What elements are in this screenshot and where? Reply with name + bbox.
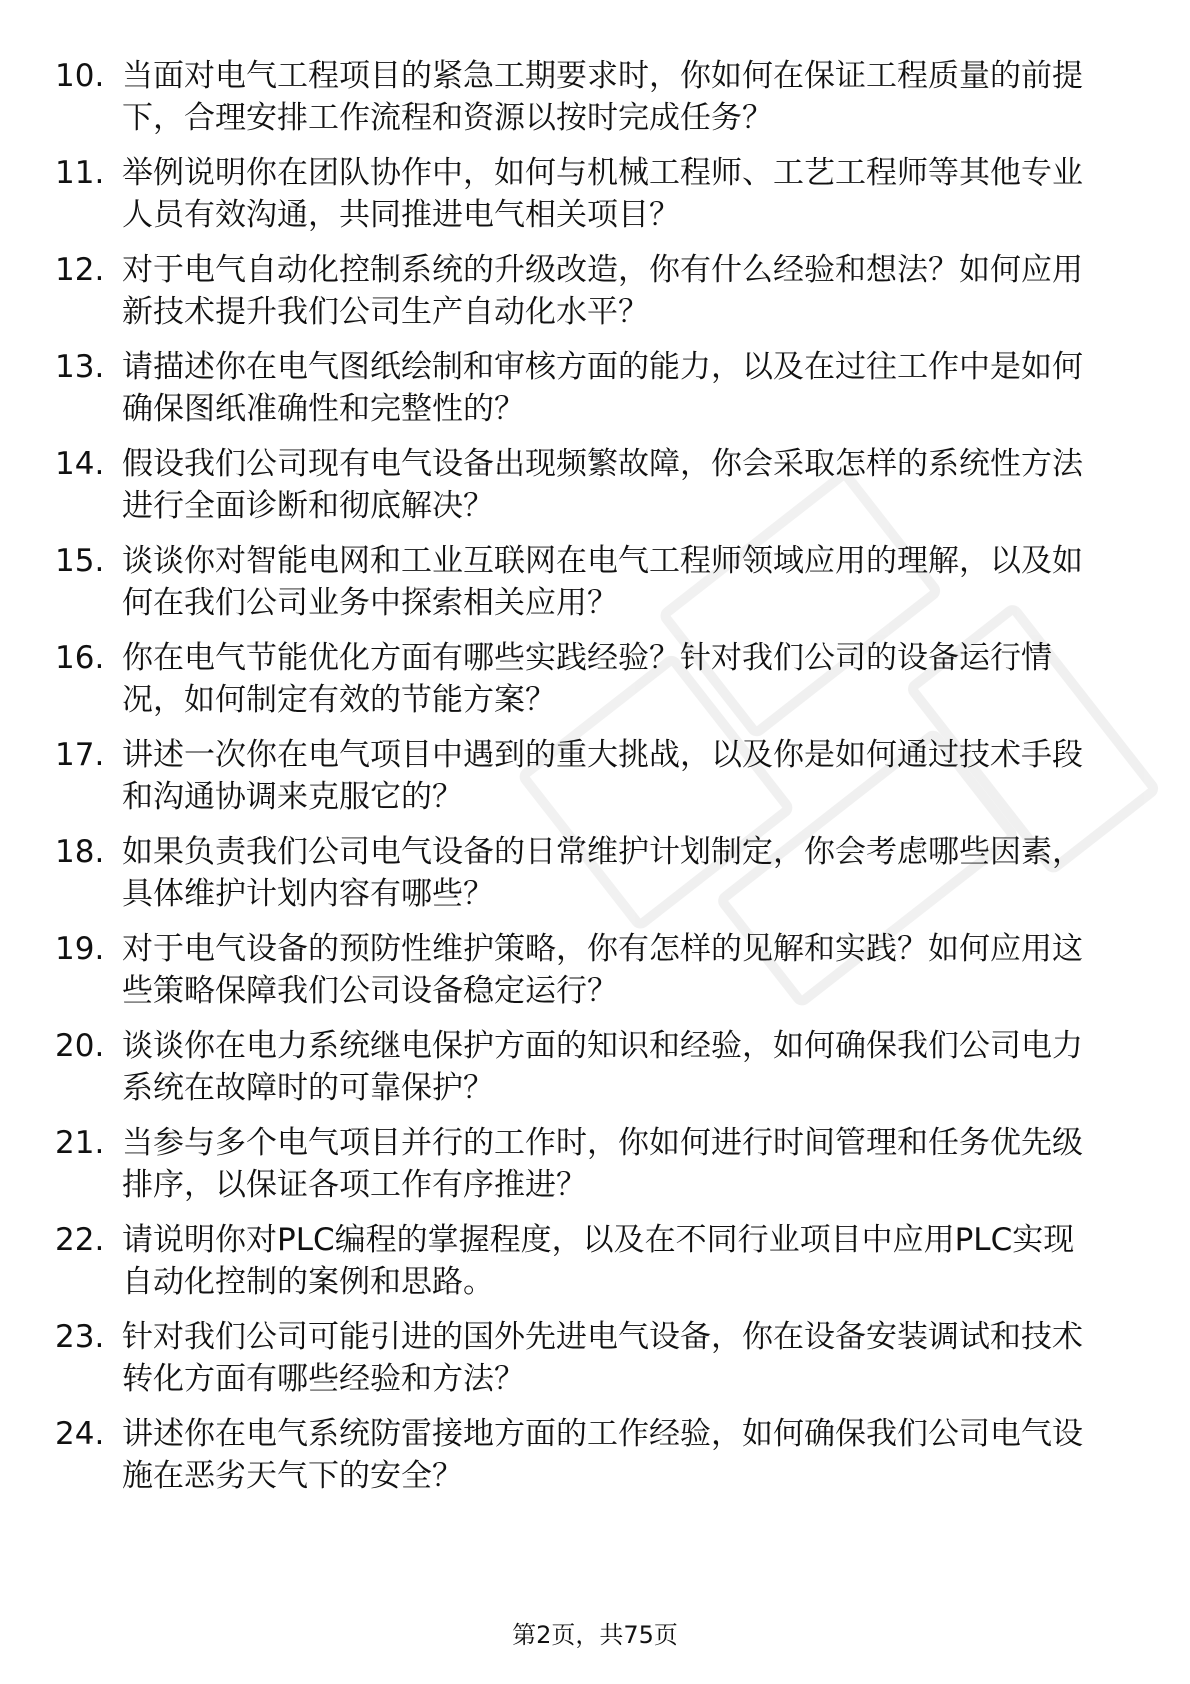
- question-number: 11.: [55, 155, 105, 191]
- question-number: 24.: [55, 1416, 105, 1452]
- question-text: 如果负责我们公司电气设备的日常维护计划制定，你会考虑哪些因素，具体维护计划内容有哪些？: [122, 834, 1083, 912]
- question-item: [55, 152, 1100, 236]
- question-item: [55, 1122, 1100, 1206]
- question-text: 讲述一次你在电气项目中遇到的重大挑战，以及你是如何通过技术手段和沟通协调来克服它的？: [122, 737, 1083, 815]
- question-item: [55, 1316, 1100, 1400]
- question-text: 当面对电气工程项目的紧急工期要求时，你如何在保证工程质量的前提下，合理安排工作流程和资源以按时完成任务？: [122, 58, 1083, 136]
- question-number: 23.: [55, 1319, 105, 1355]
- question-number: 18.: [55, 834, 105, 870]
- question-number: 22.: [55, 1222, 105, 1258]
- question-text: 谈谈你在电力系统继电保护方面的知识和经验，如何确保我们公司电力系统在故障时的可靠保护？: [122, 1028, 1083, 1106]
- question-item: [55, 540, 1100, 624]
- question-item: [55, 443, 1100, 527]
- question-text: 谈谈你对智能电网和工业互联网在电气工程师领域应用的理解，以及如何在我们公司业务中探索相关应用？: [122, 543, 1083, 621]
- question-item: [55, 55, 1100, 139]
- question-text: 对于电气自动化控制系统的升级改造，你有什么经验和想法？如何应用新技术提升我们公司生产自动化水平？: [122, 252, 1083, 330]
- question-item: [55, 928, 1100, 1012]
- question-number: 21.: [55, 1125, 105, 1161]
- question-number: 13.: [55, 349, 105, 385]
- question-list: [55, 55, 1100, 1510]
- question-number: 15.: [55, 543, 105, 579]
- question-text: 当参与多个电气项目并行的工作时，你如何进行时间管理和任务优先级排序，以保证各项工作有序推进？: [122, 1125, 1083, 1203]
- question-number: 17.: [55, 737, 105, 773]
- question-text: 请说明你对PLC编程的掌握程度，以及在不同行业项目中应用PLC实现自动化控制的案例和思路。: [122, 1222, 1075, 1300]
- question-text: 你在电气节能优化方面有哪些实践经验？针对我们公司的设备运行情况，如何制定有效的节能方案？: [122, 640, 1052, 718]
- question-number: 12.: [55, 252, 105, 288]
- question-number: 19.: [55, 931, 105, 967]
- question-number: 14.: [55, 446, 105, 482]
- question-text: 针对我们公司可能引进的国外先进电气设备，你在设备安装调试和技术转化方面有哪些经验和方法？: [122, 1319, 1083, 1397]
- page-footer: 第2页，共75页: [512, 1621, 678, 1649]
- question-item: [55, 1025, 1100, 1109]
- question-text: 举例说明你在团队协作中，如何与机械工程师、工艺工程师等其他专业人员有效沟通，共同推进电气相关项目？: [122, 155, 1083, 233]
- question-item: [55, 1219, 1100, 1303]
- question-item: [55, 1413, 1100, 1497]
- question-text: 讲述你在电气系统防雷接地方面的工作经验，如何确保我们公司电气设施在恶劣天气下的安全？: [122, 1416, 1083, 1494]
- question-item: [55, 346, 1100, 430]
- question-item: [55, 637, 1100, 721]
- question-text: 假设我们公司现有电气设备出现频繁故障，你会采取怎样的系统性方法进行全面诊断和彻底解决？: [122, 446, 1083, 524]
- question-item: [55, 249, 1100, 333]
- question-item: [55, 831, 1100, 915]
- question-number: 16.: [55, 640, 105, 676]
- question-number: 10.: [55, 58, 105, 94]
- question-text: 请描述你在电气图纸绘制和审核方面的能力，以及在过往工作中是如何确保图纸准确性和完整性的？: [122, 349, 1083, 427]
- question-text: 对于电气设备的预防性维护策略，你有怎样的见解和实践？如何应用这些策略保障我们公司设备稳定运行？: [122, 931, 1083, 1009]
- question-number: 20.: [55, 1028, 105, 1064]
- question-item: [55, 734, 1100, 818]
